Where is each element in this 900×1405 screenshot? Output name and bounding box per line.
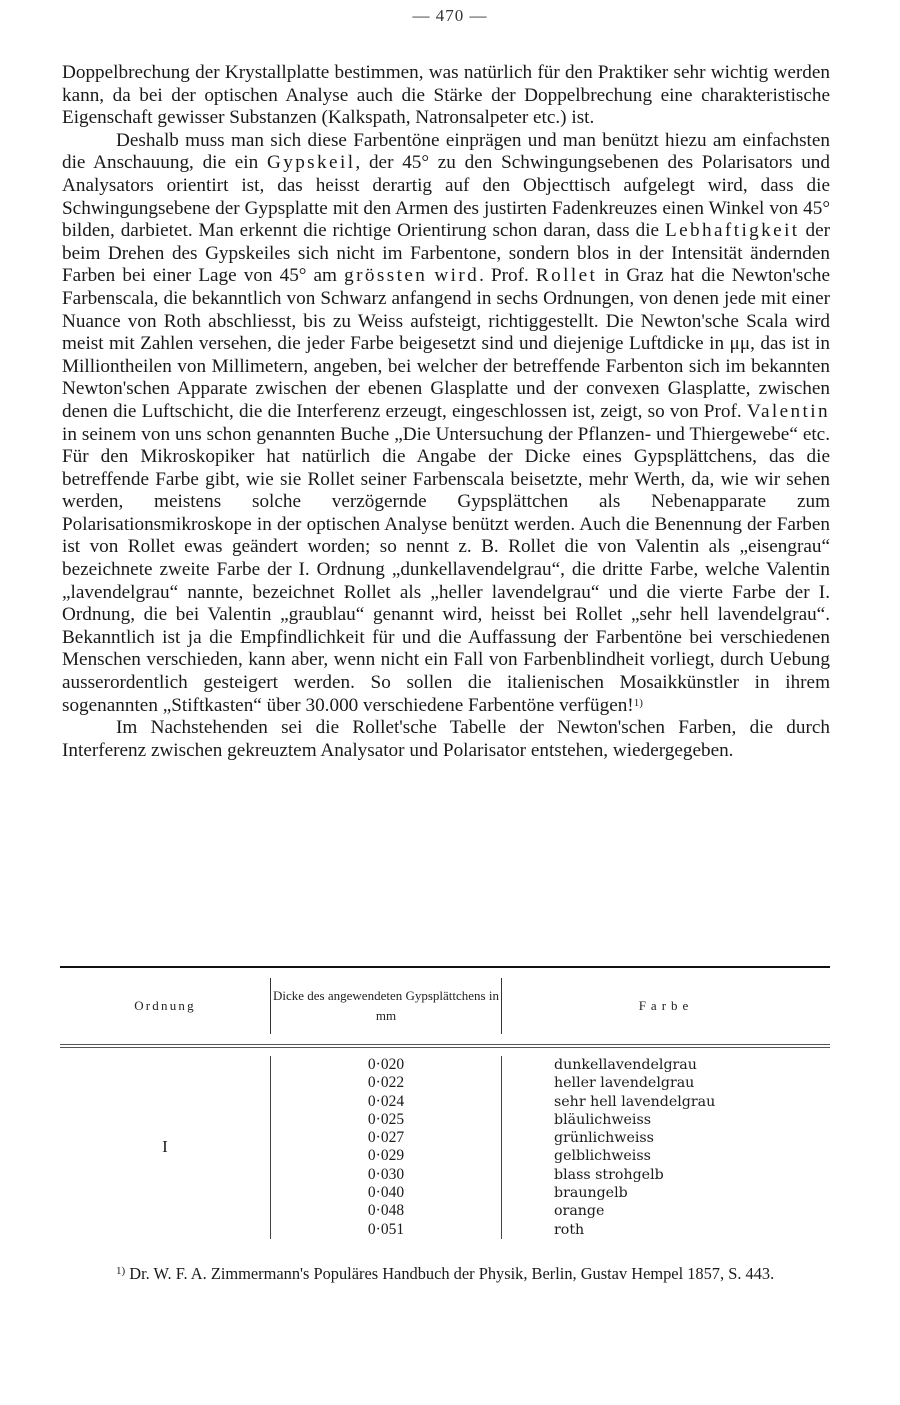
dicke-cell: 0·040 — [367, 1184, 405, 1202]
farbe-cell: grünlichweiss — [554, 1130, 654, 1147]
dicke-cell: 0·027 — [367, 1129, 405, 1147]
paragraph-1-line-3: der Doppelbrechung eine charakteristische Eigenschaft gewisser Substanzen — [62, 84, 830, 129]
paragraph-1-line-4: (Kalkspath, Natronsalpeter etc.) ist. — [321, 107, 595, 129]
footnote-reference: 1) — [633, 696, 643, 709]
paragraph-2-text-a: Deshalb muss man sich diese Farbentöne einprägen und man benützt hiezu am einfachsten die Anschauung, die ein — [62, 129, 830, 174]
header-dicke — [270, 978, 502, 1034]
dicke-cell: 0·029 — [367, 1147, 405, 1165]
spaced-term-gypskeil: Gypskeil — [266, 152, 356, 174]
paragraph-2-text-b: , der 45° zu den Schwingungsebenen des Polarisators und Analysators orientirt ist, das heisst derartig auf den Objecttisch aufgelegt wird, dass die Schwingungsebene der Gypsplatte mit den Armen des justirten Fadenkreuzes einen Winkel von 45° bilden, darbietet. Man erkennt die richtige Orientirung schon daran, dass die — [62, 152, 830, 242]
footnote — [62, 1263, 830, 1285]
dicke-cell: 0·022 — [367, 1074, 405, 1092]
farbe-cell: bläulichweiss — [554, 1111, 652, 1128]
farbe-cell: orange — [554, 1203, 605, 1220]
dicke-cell: 0·025 — [367, 1110, 405, 1128]
header-dicke-label: Dicke des angewendeten Gypsplättchens in mm — [273, 988, 499, 1023]
spaced-term-rollet: Rollet — [535, 265, 598, 287]
header-ordnung: Ordnung — [134, 998, 196, 1013]
paragraph-2-text-c: der beim Drehen des Gypskeiles sich nicht im Farbentone, sondern blos in der Intensität ändernden Farben bei einer Lage von 45° am — [62, 220, 830, 287]
table-body — [60, 1048, 830, 1239]
paragraph-2 — [62, 130, 830, 717]
footnote-marker: 1) — [116, 1265, 126, 1277]
body-text — [62, 62, 830, 762]
dicke-cell: 0·051 — [367, 1220, 405, 1238]
dicke-cell: 0·024 — [367, 1092, 405, 1110]
spaced-term-lebhaftigkeit: Lebhaftigkeit — [664, 220, 800, 242]
farbe-cell: braungelb — [554, 1185, 628, 1202]
footnote-paragraph — [62, 1263, 830, 1285]
ordnung-cell: I — [162, 1137, 168, 1157]
paragraph-2-text-e: . Prof. — [479, 265, 536, 287]
spaced-term-valentin: Valentin — [746, 400, 830, 422]
farbe-cell: sehr hell lavendelgrau — [554, 1093, 716, 1110]
paragraph-2-text-g: in seinem von uns schon genannten Buche „Die Untersuchung der Pflanzen- und Thiergewebe“ etc. Für den Mikroskopiker hat natürlich die Angabe der Dicke eines Gypsplättchens, das die betreffende Farbe gibt, wie sie Rollet seiner Farbenscala beisetzte, mehr Werth, da, wie wir sehen werden, meistens solche verzögernde Gypsplättchen als Nebenapparate zum Polarisationsmikroskope in der optischen Analyse benützt werden. Auch die Benennung der Farben ist von Rollet ewas geändert worden; so nennt z. B. Rollet die von Valentin als „eisengrau“ bezeichnete zweite Farbe der I. Ordnung „dunkellavendelgrau“, die dritte Farbe, welche Valentin „lavendelgrau“ nannte, bezeichnet Rollet als „heller lavendelgrau“ und die vierte Farbe der I. Ordnung, die bei Valentin „graublau“ genannt wird, heisst bei Rollet „sehr hell lavendelgrau“. Bekanntlich ist ja die Empfindlichkeit für und die Auffassung der Farbentöne bei verschiedenen Menschen verschieden, kann aber, wenn nicht ein Fall von Farbenblindheit vorliegt, durch Uebung ausserordentlich gesteigert werden. So sollen die italienischen Mosaikkünstler in ihrem sogenannten „Stiftkasten“ über 30.000 verschiedene Farbentöne verfügen! — [62, 423, 830, 716]
spaced-term-wird: wird — [434, 265, 480, 287]
page-number: — 470 — — [412, 6, 488, 25]
paragraph-1-line-1: Doppelbrechung der Krystallplatte bestimmen, was natürlich für den Praktiker — [62, 62, 669, 83]
color-table — [60, 966, 830, 1239]
farbe-column — [502, 1056, 830, 1239]
table-header — [60, 968, 830, 1044]
farbe-cell: blass strohgelb — [554, 1166, 664, 1183]
header-farbe: Farbe — [638, 998, 694, 1013]
spaced-term-groessten: grössten — [344, 265, 428, 287]
dicke-cell: 0·030 — [367, 1165, 405, 1183]
farbe-cell: gelblichweiss — [554, 1148, 651, 1165]
farbe-cell: heller lavendelgrau — [554, 1075, 695, 1092]
paragraph-3: Im Nachstehenden sei die Rollet'sche Tabelle der Newton'schen Farben, die durch Interferenz zwischen gekreuztem Analysator und Polarisator entstehen, wiedergegeben. — [62, 717, 830, 761]
dicke-cell: 0·048 — [367, 1202, 405, 1220]
paragraph-1-line-2: sehr wichtig werden kann, da bei der optischen Analyse auch die Stärke — [62, 62, 830, 106]
dicke-column — [270, 1056, 502, 1239]
farbe-cell: roth — [554, 1221, 585, 1238]
farbe-cell: dunkellavendelgrau — [554, 1057, 697, 1073]
paragraph-2-text-f: in Graz hat die Newton'sche Farbenscala, die bekanntlich von Schwarz anfangend in sechs Ordnungen, von denen jede mit einer Nuance von Roth abschliesst, bis zu Weiss aufsteigt, richtiggestellt. Die Newton'sche Scala wird meist mit Zahlen versehen, die jeder Farbe beigesetzt sind und diejenige Luftdicke in μμ, das ist in Milliontheilen von Millimetern, angeben, bei welcher der betreffende Farbenton sich im bekannten Newton'schen Apparate zwischen der ebenen Glasplatte und der convexen Glasplatte, zwischen denen die Luftschicht, die die Interferenz erzeugt, eingeschlossen ist, zeigt, so von Prof. — [62, 265, 831, 422]
dicke-cell: 0·020 — [367, 1056, 405, 1073]
footnote-text: Dr. W. F. A. Zimmermann's Populäres Handbuch der Physik, Berlin, Gustav Hempel 1857, S. 443. — [125, 1264, 775, 1283]
paragraph-1 — [62, 62, 830, 130]
